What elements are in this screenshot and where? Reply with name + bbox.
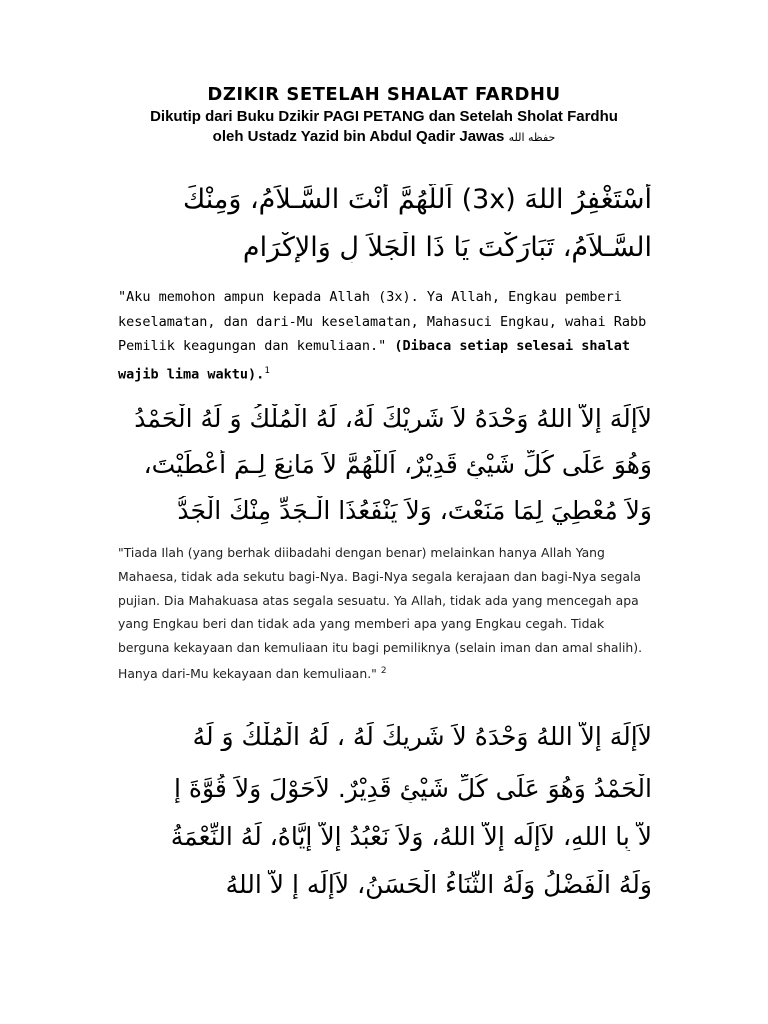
arabic-text: اَللَّهُمَّ أَنْتَ السَّـلاَمُ، وَمِنْكَ (182, 184, 462, 215)
footnote-marker: 1 (264, 365, 270, 376)
translation-text: "Aku memohon ampun kepada Allah (3x). Ya Allah, Engkau pemberi keselamatan, dan dari-Mu keselamatan, Mahasuci Engkau, wahai Rabb Pemilik keagungan dan kemuliaan." (118, 289, 647, 354)
page-title: DZIKIR SETELAH SHALAT FARDHU (207, 84, 561, 105)
repeat-count: (3x) (461, 184, 516, 215)
arabic-dzikir-3-line-4: وَلَهُ الْفَضْلُ وَلَهُ الثَّنَاءُ الْحَسَنُ، لاَإِلَه إِ لاَّ اللهُ (225, 870, 652, 899)
arabic-dzikir-3-line-2: الْحَمْدُ وَهُوَ عَلَى كُلِّ شَيْئٍ قَدِيْرٌ. لاَحَوْلَ وَلاَ قُوَّةَ إِ (174, 774, 652, 803)
arabic-dzikir-1-line-1 (92, 184, 652, 215)
subtitle-author: oleh Ustadz Yazid bin Abdul Qadir Jawas (212, 128, 505, 145)
translation-text: "Tiada Ilah (yang berhak diibadahi dengan benar) melainkan hanya Allah Yang Mahaesa, tidak ada sekutu bagi-Nya. Bagi-Nya segala kerajaan dan bagi-Nya segala pujian. Dia Mahakuasa atas segala sesuatu. Ya Allah, tidak ada yang mencegah apa yang Engkau beri dan tidak ada yang memberi apa yang Engkau cegah. Tidak berguna kekayaan dan kemuliaan itu bagi pemiliknya (selain iman dan amal shalih). Hanya dari-Mu kekayaan dan kemuliaan." (118, 545, 643, 682)
arabic-dzikir-3-line-1: لاَإِلَهَ إِلاَّ اللهُ وَحْدَهُ لاَ شَرِيكَ لَهُ ، لَهُ الْمُلْكُ وَ لَهُ (192, 722, 652, 751)
subtitle-honorific: حفظه الله (508, 131, 556, 144)
arabic-text: أَسْتَغْفِرُ اللهَ (515, 184, 652, 215)
arabic-dzikir-2-line-2: وَهُوَ عَلَى كُلِّ شَيْئٍ قَدِيْرٌ، اَللَّهُمَّ لاَ مَانِعَ لِـمَ أَعْطَيْتَ، (143, 450, 652, 479)
reading-note: (Dibaca setiap selesai shalat wajib lima waktu). (118, 338, 631, 382)
footnote-marker: 2 (380, 665, 387, 676)
arabic-dzikir-1-line-2: السَّـلاَمُ، تَبَارَكْتَ يَا ذَا الْجَلاَ لِ وَالإِكْرَامِ (242, 232, 652, 263)
arabic-dzikir-2-line-3: وَلاَ مُعْطِيَ لِمَا مَنَعْتَ، وَلاَ يَنْفَعُذَا الْـجَدِّ مِنْكَ الْجَدُّ (177, 496, 652, 525)
translation-2 (118, 541, 658, 686)
subtitle-line-2 (0, 128, 768, 145)
translation-1 (118, 285, 658, 387)
subtitle-line-1: Dikutip dari Buku Dzikir PAGI PETANG dan Setelah Sholat Fardhu (150, 108, 618, 125)
arabic-dzikir-2-line-1: لاَإِلَهَ إِلاَّ اللهُ وَحْدَهُ لاَ شَرِيْكَ لَهُ، لَهُ الْمُلْكُ وَ لَهُ الْحَمْدُ (134, 404, 652, 433)
arabic-dzikir-3-line-3: لاَّ بِا اللهِ، لاَإِلَه إِلاَّ اللهُ، وَلاَ نَعْبُدُ إِلاَّ إِيَّاهُ، لَهُ النِّعْمَةُ (170, 822, 652, 851)
